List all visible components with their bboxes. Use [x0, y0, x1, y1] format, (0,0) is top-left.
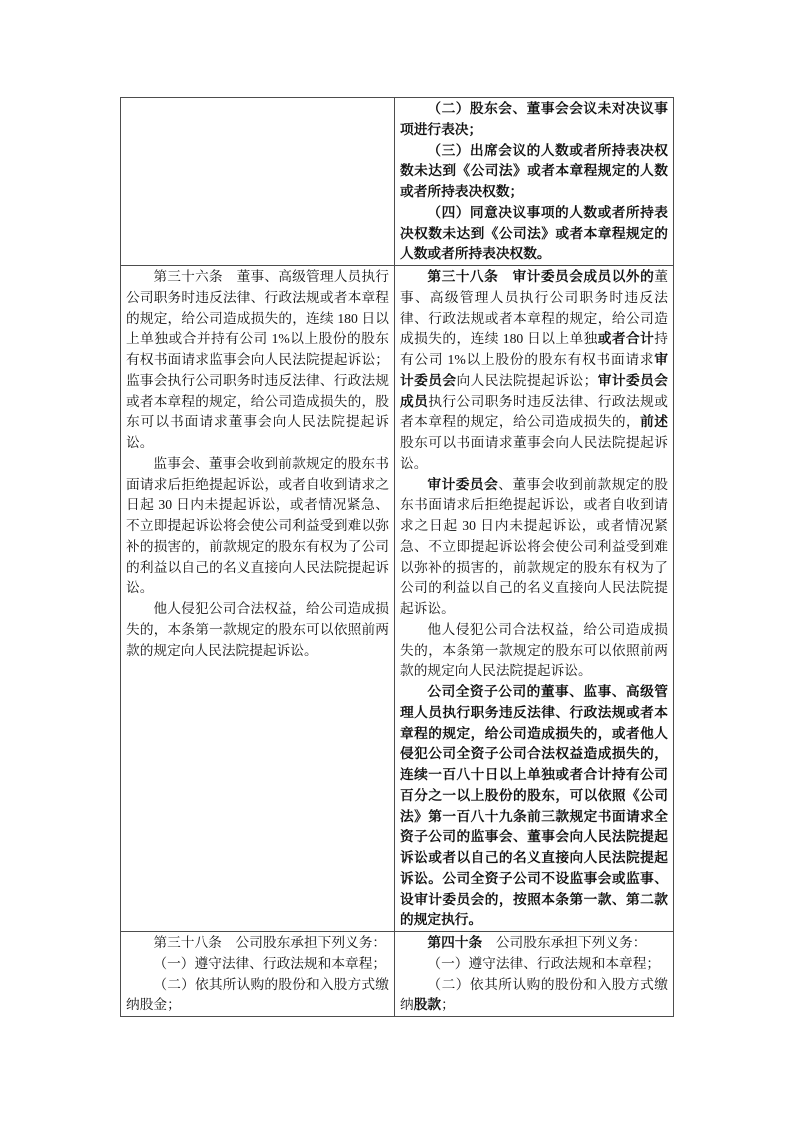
text-run: 监事会、董事会收到前款规定的股东书面请求后拒绝提起诉讼，或者自收到请求之日起 30 日内未提起诉讼，或者情况紧急、不立即提起诉讼将会使公司利益受到难以弥补的损害的，前款规定的股东有权为了公司的利益以自己的名义直接向人民法院提起诉讼。 [126, 455, 389, 596]
paragraph [400, 933, 668, 954]
text-run: 第三十六条 董事、高级管理人员执行公司职务时违反法律、行政法规或者本章程的规定，给公司造成损失的，连续 180 日以上单独或合并持有公司 1%以上股份的股东有权书面请求监事会向人民法院提起诉讼；监事会执行公司职务时违反法律、行政法规或者本章程的规定，给公司造成损失的，股东可以书面请求董事会向人民法院提起诉讼。 [126, 269, 389, 450]
paragraph [400, 682, 668, 931]
text-run: 、董事会收到前款规定的股东书面请求后拒绝提起诉讼，或者自收到请求之日起 30 日内未提起诉讼，或者情况紧急、不立即提起诉讼将会使公司利益受到难以弥补的损害的，前款规定的股东有权为了公司的利益以自己的名义直接向人民法院提起诉讼。 [400, 476, 668, 616]
text-run: 董事、高级管理人员执行公司职务时违反法律、行政法规或者本章程的规定，给公司造成损失的，连续 180 日以上单独 [400, 269, 668, 347]
bold-text-run: 审计委员会成员 [400, 372, 668, 409]
bold-text-run: 审计委员会 [400, 352, 668, 388]
cell-revised-article-40 [395, 932, 674, 1017]
text-run: 股东可以书面请求董事会向人民法院提起诉讼。 [400, 435, 668, 471]
bold-text-run: 股款 [413, 997, 442, 1013]
bold-text-run: 前述 [640, 414, 668, 430]
text-run: （二）依其所认购的股份和入股方式缴纳股金； [126, 976, 389, 1013]
cell-old-article-36 [121, 266, 395, 932]
cell-revised-voting-items [395, 98, 674, 266]
paragraph [400, 267, 668, 475]
paragraph [126, 267, 389, 454]
bold-text-run: （三）出席会议的人数或者所持表决权数未达到《公司法》或者本章程规定的人数或者所持表决权数； [400, 142, 668, 199]
table-row-shareholder-obligations [121, 932, 674, 1017]
articles-comparison-table [120, 97, 674, 1017]
bold-text-run: 第四十条 [427, 935, 483, 950]
table-row-lawsuit-article [121, 266, 674, 932]
cell-old-empty [121, 98, 395, 266]
paragraph [126, 975, 389, 1017]
text-run: 第三十八条 公司股东承担下列义务： [153, 935, 387, 950]
bold-text-run: （四）同意决议事项的人数或者所持表决权数未达到《公司法》或者本章程规定的人数或者所持表决权数。 [400, 204, 668, 262]
cell-revised-article-38 [395, 266, 674, 932]
text-run: ； [441, 997, 455, 1013]
bold-text-run: （二）股东会、董事会会议未对决议事项进行表决； [400, 101, 668, 137]
text-run: 他人侵犯公司合法权益，给公司造成损失的，本条第一款规定的股东可以依照前两款的规定向人民法院提起诉讼。 [126, 601, 389, 658]
paragraph [126, 599, 389, 661]
paragraph [126, 454, 389, 599]
text-run: 公司股东承担下列义务： [482, 935, 647, 950]
cell-old-article-38 [121, 932, 395, 1017]
paragraph [126, 933, 389, 954]
bold-text-run: 公司全资子公司的董事、监事、高级管理人员执行职务违反法律、行政法规或者本章程的规定，给公司造成损失的，或者他人侵犯公司全资子公司合法权益造成损失的，连续一百八十日以上单独或者合计持有公司百分之一以上股份的股东，可以依照《公司法》第一百八十九条前三款规定书面请求全资子公司的监事会、董事会向人民法院提起诉讼或者以自己的名义直接向人民法院提起诉讼。公司全资子公司不设监事会或监事、设审计委员会的，按照本条第一款、第二款的规定执行。 [400, 684, 668, 928]
text-run: （一）遵守法律、行政法规和本章程； [427, 955, 661, 971]
text-run: 持有公司 1%以上股份的股东有权书面请求 [400, 331, 668, 367]
bold-text-run: 审计委员会 [427, 476, 499, 492]
text-run: （二）依其所认购的股份和入股方式缴纳 [400, 976, 668, 1013]
paragraph [400, 975, 668, 1017]
text-run: 执行公司职务时违反法律、行政法规或者本章程的规定，给公司造成损失的， [400, 393, 668, 430]
paragraph [400, 475, 668, 620]
paragraph [400, 620, 668, 682]
paragraph [400, 954, 668, 975]
bold-text-run: 第三十八条 审计委员会成员以外的 [427, 269, 655, 284]
paragraph [400, 203, 668, 265]
paragraph [400, 141, 668, 203]
table-row-continued-clause [121, 98, 674, 266]
text-run: 他人侵犯公司合法权益，给公司造成损失的，本条第一款规定的股东可以依照前两款的规定向人民法院提起诉讼。 [400, 621, 668, 679]
paragraph [126, 954, 389, 975]
text-run: （一）遵守法律、行政法规和本章程； [153, 955, 387, 971]
bold-text-run: 或者合计 [597, 331, 655, 347]
paragraph [400, 99, 668, 141]
text-run: 向人民法院提起诉讼； [456, 372, 598, 388]
